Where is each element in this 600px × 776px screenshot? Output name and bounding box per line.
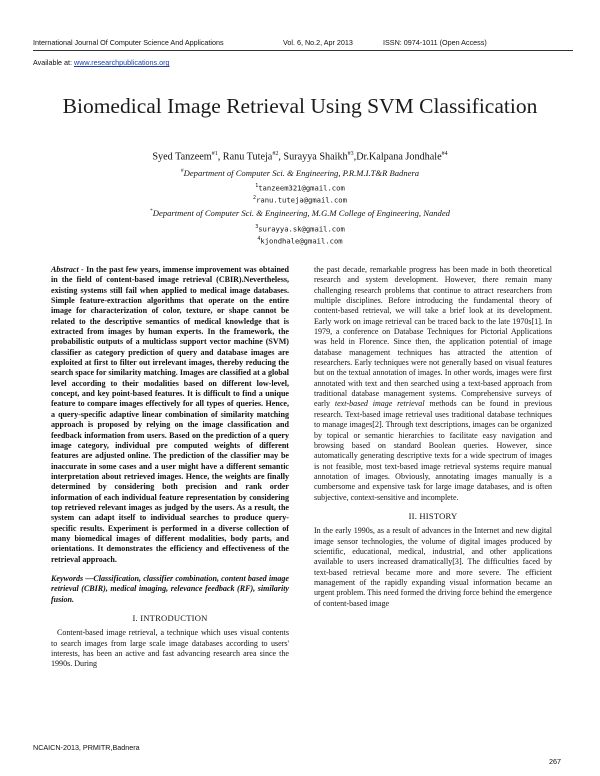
author-name: Syed Tanzeem bbox=[152, 151, 212, 163]
publication-link[interactable]: www.researchpublications.org bbox=[74, 58, 170, 67]
email-sup: 4 bbox=[257, 236, 261, 242]
affiliation-sup: # bbox=[180, 168, 184, 175]
page-number: 267 bbox=[549, 757, 561, 766]
abstract-label: Abstract - bbox=[51, 265, 84, 274]
affiliation-text: Department of Computer Sci. & Engineering, M.G.M College of Engineering, Nanded bbox=[152, 208, 450, 218]
abstract bbox=[51, 265, 289, 565]
abstract-text: In the past few years, immense improvement was obtained in the field of content-based image retrieval (CBIR).Nevertheless, existing systems still fail when applied to medical image databases. Simple feature-extraction algorithms that operate on the entire image for characterization of color, texture, or shape cannot be related to the descriptive semantics of medical knowledge that is extracted from images by human experts. In the framework, the probabilistic outputs of a multiclass support vector machine (SVM) classifier as category prediction of query and database images are exploited at first to filter out irrelevant images, thereby reducing the search space for similarity matching. Images are classified at a global level according to their modalities based on different low-level, concept, and key point-based features. It is difficult to find a unique feature to compare images effectively for all types of queries. Hence, a query-specific adaptive linear combination of similarity matching approach is proposed by relying on the image classification and feedback information from users. Based on the prediction of a query image category, individual pre computed weights of different features are adjusted online. The prediction of the classifier may be inaccurate in some cases and a user might have a different semantic interpretation about retrieved images. Hence, the weights are finally determined by considering both precision and rank order information of each individual feature representation by considering top retrieved relevant images as judged by the users. As a result, the system can adapt itself to individual searches to produce query-specific results. Experiment is performed in a diverse collection of many biomedical images of different modalities, body parts, and orientations. It demonstrates the efficiency and effectiveness of the retrieval approach. bbox=[51, 265, 289, 564]
history-paragraph: In the early 1990s, as a result of advances in the Internet and new digital image sensor technologies, the volume of digital images produced by scientific, educational, medical, industrial, and other applications available to users increased dramatically[3]. The difficulties faced by text-based retrieval became more and more severe. The efficient management of the rapidly expanding visual information became an urgent problem. This need formed the driving force behind the emergence of content-based image bbox=[314, 526, 552, 608]
keywords: Keywords —Classification, classifier combination, content based image retrieval (CBIR), medical imaging, relevance feedback (RF), similarity fusion. bbox=[51, 573, 289, 604]
email-address: tanzeem321@gmail.com bbox=[258, 183, 345, 193]
email-address: ranu.tuteja@gmail.com bbox=[256, 195, 347, 205]
header-divider bbox=[33, 50, 573, 51]
paragraph-text: methods can be found in previous research. Text-based image retrieval uses traditional database techniques to manage images[2]. Through text descriptions, images can be organized by topical or semantic hierarchies to facilitate easy navigation and browsing based on standard Boolean queries. However, since automatically generating descriptive texts for a wide spectrum of images is not feasible, most text-based image retrieval systems require manual annotation of images. Obviously, annotating images manually is a cumbersome and expensive task for large image databases, and is often subjective, context-sensitive and incomplete. bbox=[314, 399, 552, 502]
right-column bbox=[314, 265, 552, 609]
email-4 bbox=[40, 236, 560, 245]
section-heading-introduction: I. INTRODUCTION bbox=[132, 613, 208, 623]
intro-paragraph: Content-based image retrieval, a technique which uses visual contents to search images from large scale image databases according to users' interests, has been an active and fast advancing research area since the 1990s. During bbox=[51, 628, 289, 669]
affiliation-1 bbox=[40, 168, 560, 178]
footer-conference: NCAICN-2013, PRMITR,Badnera bbox=[33, 743, 140, 752]
author-sup: #1 bbox=[211, 151, 218, 157]
email-1 bbox=[40, 183, 560, 192]
author-sup: #4 bbox=[441, 151, 448, 157]
paragraph-text: the past decade, remarkable progress has been made in both theoretical research and system development. However, there remain many challenging research problems that continue to attract researchers from multiple disciplines. Before introducing the fundamental theory of content-based retrieval, we will take a brief look at its development. Early work on image retrieval can be traced back to the late 1970s[1]. In 1979, a conference on Database Techniques for Pictorial Applications was held in Florence. Since then, the application potential of image database management techniques has attracted the attention of researchers. Early techniques were not generally based on visual features but on the textual annotation of images. In other words, images were first annotated with text and then searched using a text-based approach from traditional database management systems. Comprehensive surveys of early bbox=[314, 265, 552, 409]
emphasis-text: text-based image retrieval bbox=[334, 399, 425, 409]
author-name: Surayya Shaikh bbox=[283, 151, 348, 163]
affiliation-sup: * bbox=[150, 208, 153, 215]
author-sup: #3 bbox=[347, 151, 354, 157]
affiliation-2 bbox=[40, 208, 560, 218]
author-name: Dr.Kalpana Jondhale bbox=[356, 151, 442, 163]
email-2 bbox=[40, 195, 560, 204]
email-sup: 2 bbox=[253, 195, 257, 201]
availability-label: Available at: bbox=[33, 58, 73, 67]
email-3 bbox=[40, 224, 560, 233]
email-address: surayya.sk@gmail.com bbox=[258, 224, 345, 234]
author-name: Ranu Tuteja bbox=[222, 151, 273, 163]
paper-title: Biomedical Image Retrieval Using SVM Classification bbox=[62, 94, 538, 118]
email-sup: 3 bbox=[255, 224, 259, 230]
email-sup: 1 bbox=[255, 183, 259, 189]
author-sup: #2 bbox=[272, 151, 279, 157]
left-column bbox=[51, 265, 289, 670]
availability-line bbox=[33, 58, 170, 67]
journal-name: International Journal Of Computer Science And Applications bbox=[33, 38, 224, 47]
author-list: Syed Tanzeem$^{\#1}$, Ranu Tuteja$^{\#2}$, Surayya Shaikh$^{\#3}$,Dr.Kalpana Jondhale$^{\#4}$ bbox=[152, 151, 448, 163]
affiliation-text: Department of Computer Sci. & Engineering, P.R.M.I.T&R Badnera bbox=[183, 168, 420, 178]
volume-info: Vol. 6, No.2, Apr 2013 bbox=[283, 38, 353, 47]
email-address: kjondhale@gmail.com bbox=[260, 236, 343, 246]
intro-continued-paragraph bbox=[314, 265, 552, 503]
issn-info: ISSN: 0974-1011 (Open Access) bbox=[383, 38, 487, 47]
section-heading-history: II. HISTORY bbox=[408, 510, 458, 521]
